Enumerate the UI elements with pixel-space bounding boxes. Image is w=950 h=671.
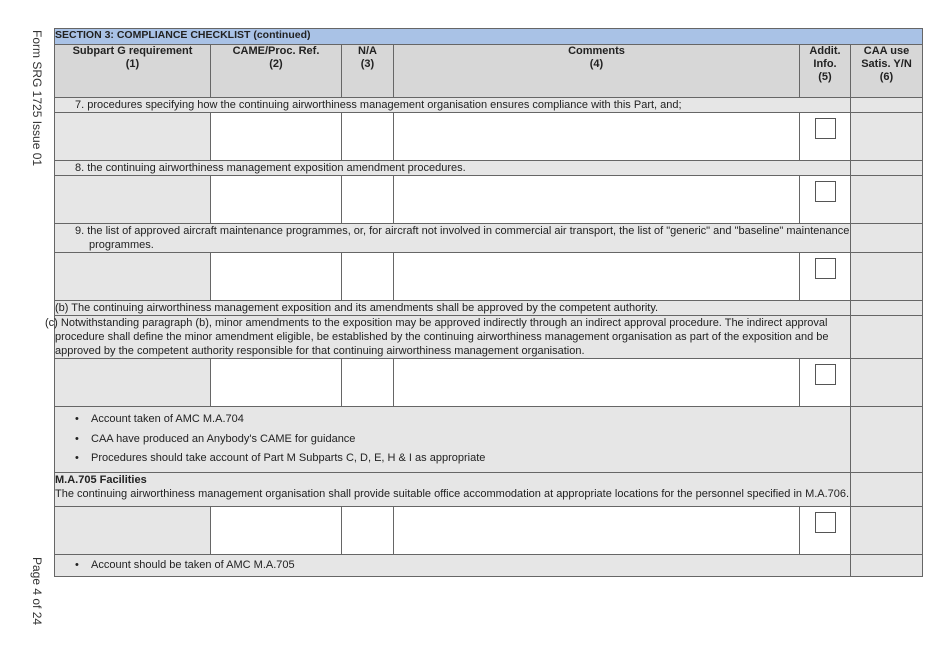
col-num: (1) [125, 58, 140, 70]
na-input[interactable] [342, 506, 394, 554]
section-title-row [55, 29, 923, 45]
col-header-addit-info [800, 45, 851, 98]
caa-use-cell [851, 506, 923, 554]
col-header-caa-use [851, 45, 923, 98]
requirement-row-c [55, 316, 923, 359]
guidance-item: • CAA have produced an Anybody's CAME for guidance [91, 430, 850, 450]
col-title: Addit. Info. [809, 45, 841, 70]
addit-info-cell [800, 359, 851, 407]
col-title: CAME/Proc. Ref. [232, 45, 320, 57]
requirement-row-b [55, 301, 923, 316]
guidance-row-704 [55, 407, 923, 473]
addit-info-cell [800, 253, 851, 301]
requirement-text-9: 9. the list of approved aircraft maintenance programmes, or, for aircraft not involved in commercial air transport, the list of "generic" and "baseline" maintenance programmes. [55, 224, 851, 253]
requirement-blank-cell [55, 359, 211, 407]
col-num: (2) [269, 58, 283, 70]
col-num: (3) [360, 58, 375, 70]
requirement-text-8: 8. the continuing airworthiness management exposition amendment procedures. [55, 161, 851, 176]
guidance-list-704 [55, 407, 850, 472]
caa-use-cell [851, 224, 923, 253]
requirement-blank-cell [55, 506, 211, 554]
requirement-blank-cell [55, 176, 211, 224]
ma705-text: The continuing airworthiness management organisation shall provide suitable office accommodation at appropriate locations for the personnel specified in M.A.706. [55, 487, 850, 500]
caa-use-cell [851, 301, 923, 316]
requirement-row-7 [55, 98, 923, 113]
came-ref-input[interactable] [211, 253, 342, 301]
addit-info-checkbox[interactable] [815, 364, 836, 385]
addit-info-cell [800, 176, 851, 224]
caa-use-cell [851, 407, 923, 473]
page-number-label: Page 4 of 24 [30, 557, 44, 626]
requirement-text-b: (b) The continuing airworthiness management exposition and its amendments shall be approved by the competent authority. [55, 301, 851, 316]
guidance-item: • Account taken of AMC M.A.704 [91, 410, 850, 430]
addit-info-checkbox[interactable] [815, 258, 836, 279]
guidance-list-705 [55, 555, 850, 577]
caa-use-cell [851, 253, 923, 301]
addit-info-cell [800, 113, 851, 161]
caa-use-cell [851, 176, 923, 224]
na-input[interactable] [342, 113, 394, 161]
caa-use-cell [851, 113, 923, 161]
requirement-text-c: (c) Notwithstanding paragraph (b), minor amendments to the exposition may be approved indirectly through an indirect approval procedure. The indirect approval procedure shall define the minor amendment eligible, be established by the continuing airworthiness management organisation as part of the exposition and be approved by the competent authority responsible for that continuing airworthiness management organisation. [55, 316, 851, 359]
col-title: Comments [568, 45, 625, 57]
col-title: CAA use Satis. Y/N [861, 45, 912, 70]
comments-input[interactable] [394, 506, 800, 554]
comments-input[interactable] [394, 359, 800, 407]
col-header-requirement [55, 45, 211, 98]
came-ref-input[interactable] [211, 359, 342, 407]
addit-info-checkbox[interactable] [815, 512, 836, 533]
guidance-row-705 [55, 554, 923, 577]
requirement-blank-cell [55, 253, 211, 301]
col-header-na [342, 45, 394, 98]
came-ref-input[interactable] [211, 113, 342, 161]
col-num: (5) [818, 71, 832, 83]
guidance-cell [55, 407, 851, 473]
guidance-item: • Account should be taken of AMC M.A.705 [91, 556, 850, 576]
input-row-8 [55, 176, 923, 224]
col-header-came-ref [211, 45, 342, 98]
na-input[interactable] [342, 253, 394, 301]
requirement-text-7: 7. procedures specifying how the continuing airworthiness management organisation ensures compliance with this Part, and; [55, 98, 851, 113]
col-header-comments [394, 45, 800, 98]
col-num: (4) [589, 58, 604, 70]
col-title: Subpart G requirement [72, 45, 193, 57]
caa-use-cell [851, 161, 923, 176]
ma705-heading: M.A.705 Facilities [55, 473, 147, 486]
comments-input[interactable] [394, 176, 800, 224]
input-row-9 [55, 253, 923, 301]
requirement-row-8 [55, 161, 923, 176]
caa-use-cell [851, 472, 923, 506]
input-row-ma705 [55, 506, 923, 554]
input-row-7 [55, 113, 923, 161]
addit-info-checkbox[interactable] [815, 181, 836, 202]
guidance-item: • Procedures should take account of Part M Subparts C, D, E, H & I as appropriate [91, 449, 850, 469]
col-num: (6) [879, 71, 894, 83]
comments-input[interactable] [394, 113, 800, 161]
caa-use-cell [851, 98, 923, 113]
compliance-checklist-table [45, 28, 923, 577]
na-input[interactable] [342, 359, 394, 407]
form-id-label: Form SRG 1725 Issue 01 [30, 30, 44, 167]
addit-info-checkbox[interactable] [815, 118, 836, 139]
came-ref-input[interactable] [211, 176, 342, 224]
guidance-cell [55, 554, 851, 577]
requirement-row-9 [55, 224, 923, 253]
addit-info-cell [800, 506, 851, 554]
came-ref-input[interactable] [211, 506, 342, 554]
comments-input[interactable] [394, 253, 800, 301]
caa-use-cell [851, 316, 923, 359]
input-row-c [55, 359, 923, 407]
col-title: N/A [358, 45, 377, 57]
caa-use-cell [851, 554, 923, 577]
na-input[interactable] [342, 176, 394, 224]
requirement-row-ma705 [55, 472, 923, 506]
section-title: SECTION 3: COMPLIANCE CHECKLIST (continued) [55, 29, 923, 45]
requirement-blank-cell [55, 113, 211, 161]
caa-use-cell [851, 359, 923, 407]
column-header-row [55, 45, 923, 98]
ma705-cell [55, 472, 851, 506]
